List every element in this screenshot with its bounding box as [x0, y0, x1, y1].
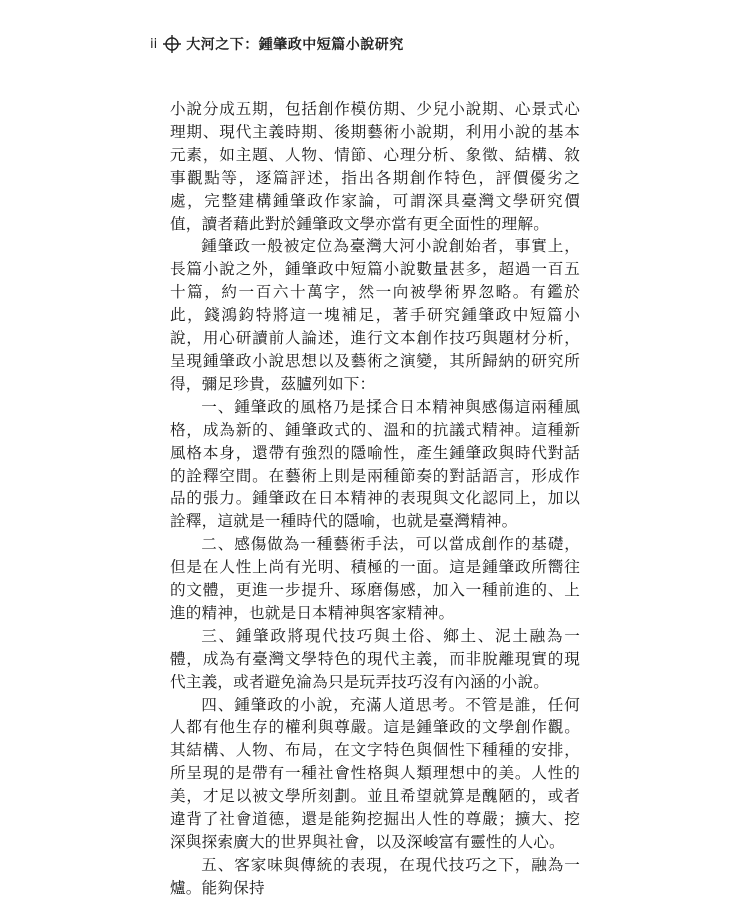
paragraph-4: 二、感傷做為一種藝術手法，可以當成創作的基礎，但是在人性上尚有光明、積極的一面。這是鍾肇政所嚮往的文體，更進一步提升、琢磨傷感，加入一種前進的、上進的精神，也就是日本精神與客家精神。 [170, 535, 580, 622]
running-header [150, 34, 404, 54]
body-text [170, 98, 580, 900]
paragraph-1: 小說分成五期，包括創作模仿期、少兒小說期、心景式心理期、現代主義時期、後期藝術小說期，利用小說的基本元素，如主題、人物、情節、心理分析、象徵、結構、敘事觀點等，逐篇評述，指出各期創作特色，評價優劣之處，完整建構鍾肇政作家論，可謂深具臺灣文學研究價值，讀者藉此對於鍾肇政文學亦當有更全面性的理解。 [170, 100, 580, 233]
crosshair-circle-icon [163, 35, 181, 53]
paragraph-3: 一、鍾肇政的風格乃是揉合日本精神與感傷這兩種風格，成為新的、鍾肇政式的、溫和的抗議式精神。這種新風格本身，還帶有強烈的隱喻性，產生鍾肇政與時代對話的詮釋空間。在藝術上則是兩種節奏的對話語言，形成作品的張力。鍾肇政在日本精神的表現與文化認同上，加以詮釋，這就是一種時代的隱喻，也就是臺灣精神。 [170, 397, 580, 531]
book-title: 大河之下：鍾肇政中短篇小說研究 [186, 37, 404, 53]
paragraph-5: 三、鍾肇政將現代技巧與土俗、鄉土、泥土融為一體，成為有臺灣文學特色的現代主義，而非脫離現實的現代主義，或者避免淪為只是玩弄技巧沒有內涵的小說。 [170, 626, 580, 691]
page-number: ii [150, 36, 158, 52]
paragraph-6: 四、鍾肇政的小說，充滿人道思考。不管是誰，任何人都有他生存的權利與尊嚴。這是鍾肇政的文學創作觀。其結構、人物、布局，在文字特色與個性下種種的安排，所呈現的是帶有一種社會性格與人類理想中的美。人性的美，才足以被文學所刻劃。並且希望就算是醜陋的，或者違背了社會道德，還是能夠挖掘出人性的尊嚴；擴大、挖深與探索廣大的世界與社會，以及深峻富有靈性的人心。 [170, 695, 580, 851]
paragraph-7: 五、客家味與傳統的表現，在現代技巧之下，融為一爐。能夠保持 [170, 855, 580, 897]
paragraph-2: 鍾肇政一般被定位為臺灣大河小說創始者，事實上，長篇小說之外，鍾肇政中短篇小說數量甚多，超過一百五十篇，約一百六十萬字，然一向被學術界忽略。有鑑於此，錢鴻鈞特將這一塊補足，著手研究鍾肇政中短篇小說，用心研讀前人論述，進行文本創作技巧與題材分析，呈現鍾肇政小說思想以及藝術之演變，其所歸納的研究所得，彌足珍貴，茲臚列如下： [170, 237, 580, 393]
